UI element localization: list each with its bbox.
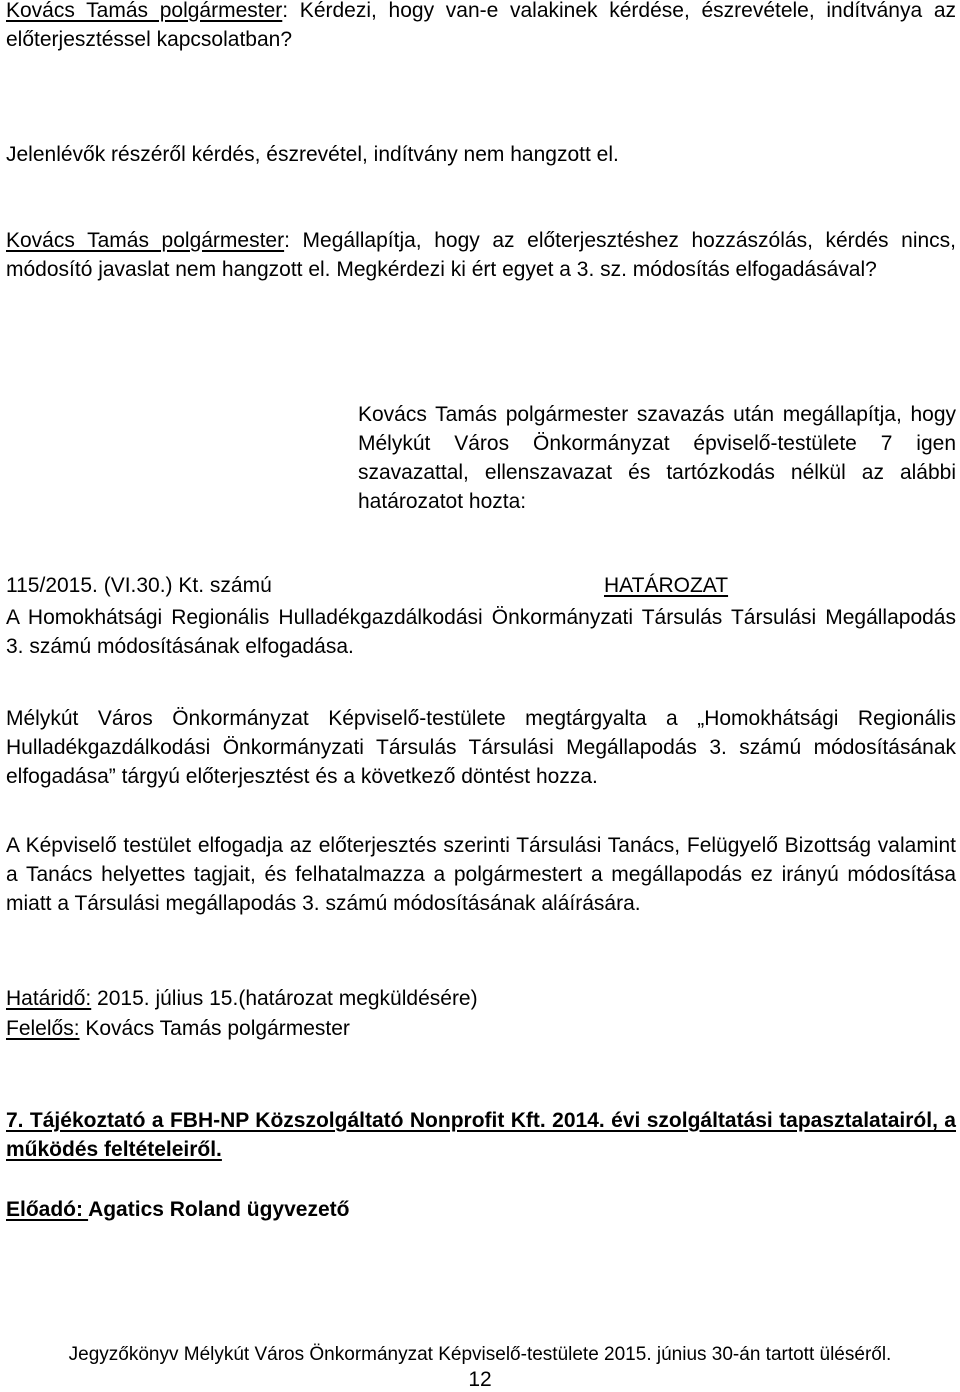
agenda-presenter: [6, 1195, 349, 1224]
deadline-value: 2015. július 15.(határozat megküldésére): [91, 987, 478, 1010]
resolution-deadline: [6, 984, 478, 1013]
speaker-name: Kovács Tamás polgármester: [6, 0, 283, 22]
speaker-name: Kovács Tamás polgármester: [6, 229, 285, 252]
resolution-body-1: Mélykút Város Önkormányzat Képviselő-testülete megtárgyalta a „Homokhátsági Regionális Hulladékgazdálkodási Önkormányzati Társulás Társulási Megállapodás 3. számú módosításának elfogadása” tárgyú előterjesztést és a következő döntést hozza.: [6, 707, 956, 788]
agenda-item-title: 7. Tájékoztató a FBH-NP Közszolgáltató Nonprofit Kft. 2014. évi szolgáltatási tapasztalatairól, a működés feltételeiről.: [6, 1109, 956, 1161]
paragraph-motion: [6, 226, 956, 284]
paragraph-question: [6, 0, 956, 54]
paragraph-no-comments: [6, 140, 619, 169]
resolution-body-2: A Képviselő testület elfogadja az előterjesztés szerinti Társulási Tanács, Felügyelő Bizottság valamint a Tanács helyettes tagjait, és felhatalmazza a polgármestert a megállapodás ez irányú módosítása miatt a Társulási megállapodás 3. számú módosításának aláírására.: [6, 834, 956, 915]
resolution-number: 115/2015. (VI.30.) Kt. számú: [6, 574, 272, 597]
resolution-responsible: [6, 1014, 350, 1043]
footer-text: Jegyzőkönyv Mélykút Város Önkormányzat Képviselő-testülete 2015. június 30-án tartott üléséről.: [68, 1344, 892, 1365]
paragraph-text: : Megállapítja, hogy az előterjesztéshez hozzászólás, kérdés nincs, módosító javaslat nem hangzott el. Megkérdezi ki ért egyet a 3. sz. módosítás elfogadásával?: [6, 229, 956, 281]
resolution-subject: A Homokhátsági Regionális Hulladékgazdálkodási Önkormányzati Társulás Társulási Megállapodás 3. számú módosításának elfogadása.: [6, 606, 956, 658]
resolution-header: [6, 574, 956, 603]
vote-result: Kovács Tamás polgármester szavazás után megállapítja, hogy Mélykút Város Önkormányzat épviselő-testülete 7 igen szavazattal, ellenszavazat és tartózkodás nélkül az alábbi határozatot hozta:: [358, 403, 956, 513]
resolution-title: HATÁROZAT: [604, 574, 729, 597]
deadline-label: Határidő:: [6, 987, 92, 1010]
responsible-value: Kovács Tamás polgármester: [79, 1017, 350, 1040]
presenter-label: Előadó:: [6, 1198, 89, 1221]
paragraph-text: Jelenlévők részéről kérdés, észrevétel, indítvány nem hangzott el.: [6, 143, 619, 166]
responsible-label: Felelős:: [6, 1017, 80, 1040]
page-number: 12: [468, 1368, 492, 1391]
presenter-value: Agatics Roland ügyvezető: [88, 1198, 350, 1221]
paragraph-text: : Kérdezi, hogy van-e valakinek kérdése, észrevétele, indítványa az előterjesztéssel kapcsolatban?: [6, 0, 956, 51]
